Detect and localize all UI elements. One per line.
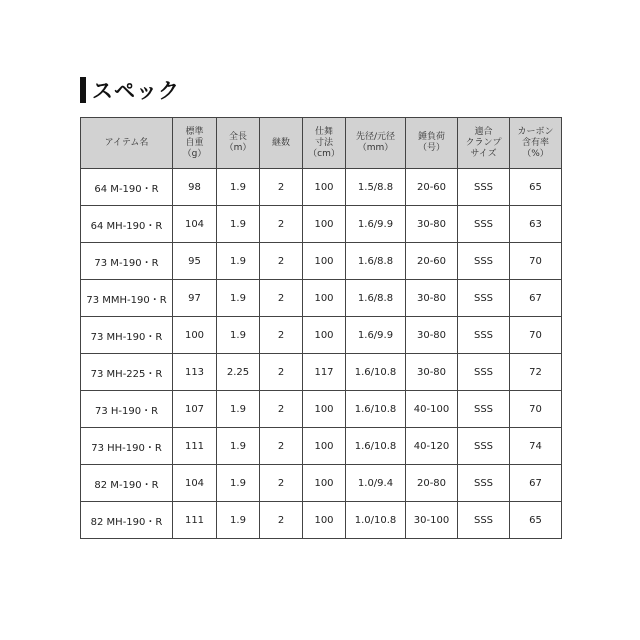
cell-closed-length: 100 (303, 243, 346, 280)
cell-item-name: 73 MMH-190・R (81, 280, 173, 317)
cell-weight: 104 (173, 465, 217, 502)
header-clamp-size (458, 118, 510, 169)
header-text-line: 錘負荷 (417, 132, 445, 142)
table-row (81, 391, 562, 428)
cell-carbon-content: 67 (510, 465, 562, 502)
cell-tip-butt-diameter: 1.0/10.8 (346, 502, 406, 539)
header-sinker-load (406, 118, 458, 169)
cell-sinker-load: 30-100 (406, 502, 458, 539)
cell-sections: 2 (260, 428, 303, 465)
cell-sinker-load: 30-80 (406, 354, 458, 391)
table-row (81, 243, 562, 280)
cell-carbon-content: 63 (510, 206, 562, 243)
header-item-name (81, 118, 173, 169)
cell-tip-butt-diameter: 1.6/9.9 (346, 206, 406, 243)
table-row (81, 169, 562, 206)
cell-sinker-load: 30-80 (406, 317, 458, 354)
cell-sinker-load: 30-80 (406, 206, 458, 243)
cell-sinker-load: 30-80 (406, 280, 458, 317)
cell-length: 1.9 (217, 169, 260, 206)
cell-closed-length: 100 (303, 465, 346, 502)
cell-item-name: 73 MH-225・R (81, 354, 173, 391)
cell-closed-length: 100 (303, 428, 346, 465)
cell-sections: 2 (260, 206, 303, 243)
cell-item-name: 73 MH-190・R (81, 317, 173, 354)
cell-clamp-size: SSS (458, 428, 510, 465)
table-row (81, 317, 562, 354)
cell-sections: 2 (260, 502, 303, 539)
cell-weight: 95 (173, 243, 217, 280)
cell-tip-butt-diameter: 1.5/8.8 (346, 169, 406, 206)
header-text-line: 先径/元径 (355, 132, 396, 142)
header-text-line: クランプ (465, 137, 502, 148)
header-closed-length (303, 118, 346, 169)
header-text-line: 仕舞 (314, 126, 333, 137)
cell-length: 1.9 (217, 465, 260, 502)
header-text-line: 自重 (185, 137, 204, 148)
cell-weight: 100 (173, 317, 217, 354)
header-text-line: （m） (224, 143, 252, 153)
cell-closed-length: 100 (303, 317, 346, 354)
cell-tip-butt-diameter: 1.6/10.8 (346, 391, 406, 428)
cell-carbon-content: 65 (510, 169, 562, 206)
cell-sections: 2 (260, 243, 303, 280)
header-text-line: 寸法 (314, 137, 333, 148)
cell-length: 1.9 (217, 280, 260, 317)
cell-tip-butt-diameter: 1.6/8.8 (346, 280, 406, 317)
cell-clamp-size: SSS (458, 502, 510, 539)
cell-item-name: 73 M-190・R (81, 243, 173, 280)
cell-tip-butt-diameter: 1.0/9.4 (346, 465, 406, 502)
header-carbon-content (510, 118, 562, 169)
header-row (81, 118, 562, 169)
header-text-line: 継数 (271, 137, 290, 148)
cell-closed-length: 100 (303, 280, 346, 317)
cell-item-name: 64 M-190・R (81, 169, 173, 206)
cell-clamp-size: SSS (458, 317, 510, 354)
header-text-line: サイズ (470, 148, 497, 159)
cell-sinker-load: 20-80 (406, 465, 458, 502)
cell-length: 1.9 (217, 391, 260, 428)
table-row (81, 502, 562, 539)
cell-item-name: 82 M-190・R (81, 465, 173, 502)
cell-clamp-size: SSS (458, 465, 510, 502)
header-text-line: （号） (417, 143, 445, 153)
cell-length: 1.9 (217, 428, 260, 465)
cell-sections: 2 (260, 169, 303, 206)
cell-item-name: 73 HH-190・R (81, 428, 173, 465)
cell-weight: 111 (173, 428, 217, 465)
cell-tip-butt-diameter: 1.6/9.9 (346, 317, 406, 354)
cell-clamp-size: SSS (458, 169, 510, 206)
table-row (81, 206, 562, 243)
cell-clamp-size: SSS (458, 391, 510, 428)
cell-length: 2.25 (217, 354, 260, 391)
spec-table-header (81, 118, 562, 169)
header-text-line: （mm） (357, 143, 394, 153)
cell-weight: 98 (173, 169, 217, 206)
cell-sinker-load: 40-100 (406, 391, 458, 428)
table-row (81, 354, 562, 391)
cell-tip-butt-diameter: 1.6/10.8 (346, 354, 406, 391)
cell-sections: 2 (260, 354, 303, 391)
cell-closed-length: 100 (303, 502, 346, 539)
heading-marker-bar (80, 77, 86, 103)
cell-sinker-load: 40-120 (406, 428, 458, 465)
cell-weight: 97 (173, 280, 217, 317)
cell-item-name: 82 MH-190・R (81, 502, 173, 539)
cell-closed-length: 100 (303, 169, 346, 206)
table-row (81, 465, 562, 502)
cell-sections: 2 (260, 317, 303, 354)
cell-clamp-size: SSS (458, 243, 510, 280)
header-text-line: （%） (522, 148, 549, 159)
header-text-line: 標準 (185, 126, 204, 137)
cell-sections: 2 (260, 280, 303, 317)
header-text-line: カーボン (517, 126, 554, 137)
cell-item-name: 64 MH-190・R (81, 206, 173, 243)
header-text-line: アイテム名 (104, 137, 149, 148)
header-text-line: 含有率 (521, 137, 549, 148)
cell-clamp-size: SSS (458, 354, 510, 391)
cell-weight: 111 (173, 502, 217, 539)
header-text-line: 適合 (474, 126, 493, 137)
cell-carbon-content: 65 (510, 502, 562, 539)
cell-carbon-content: 67 (510, 280, 562, 317)
header-text-line: 全長 (228, 132, 247, 142)
cell-clamp-size: SSS (458, 280, 510, 317)
cell-sections: 2 (260, 465, 303, 502)
cell-clamp-size: SSS (458, 206, 510, 243)
cell-carbon-content: 74 (510, 428, 562, 465)
cell-sinker-load: 20-60 (406, 169, 458, 206)
header-text-line: （cm） (308, 148, 340, 159)
cell-item-name: 73 H-190・R (81, 391, 173, 428)
cell-closed-length: 100 (303, 391, 346, 428)
table-row (81, 280, 562, 317)
cell-length: 1.9 (217, 243, 260, 280)
cell-weight: 107 (173, 391, 217, 428)
table-row (81, 428, 562, 465)
spec-table-body (81, 169, 562, 539)
header-weight (173, 118, 217, 169)
spec-table (80, 117, 562, 539)
cell-sections: 2 (260, 391, 303, 428)
cell-weight: 104 (173, 206, 217, 243)
cell-tip-butt-diameter: 1.6/8.8 (346, 243, 406, 280)
cell-length: 1.9 (217, 206, 260, 243)
cell-length: 1.9 (217, 502, 260, 539)
header-sections (260, 118, 303, 169)
cell-carbon-content: 72 (510, 354, 562, 391)
page-title: スペック (92, 79, 180, 103)
cell-carbon-content: 70 (510, 317, 562, 354)
cell-carbon-content: 70 (510, 243, 562, 280)
header-length (217, 118, 260, 169)
cell-closed-length: 117 (303, 354, 346, 391)
header-tip-butt-diameter (346, 118, 406, 169)
section-heading (80, 76, 180, 104)
cell-weight: 113 (173, 354, 217, 391)
cell-sinker-load: 20-60 (406, 243, 458, 280)
header-text-line: （g） (182, 148, 207, 159)
cell-tip-butt-diameter: 1.6/10.8 (346, 428, 406, 465)
cell-closed-length: 100 (303, 206, 346, 243)
cell-carbon-content: 70 (510, 391, 562, 428)
cell-length: 1.9 (217, 317, 260, 354)
